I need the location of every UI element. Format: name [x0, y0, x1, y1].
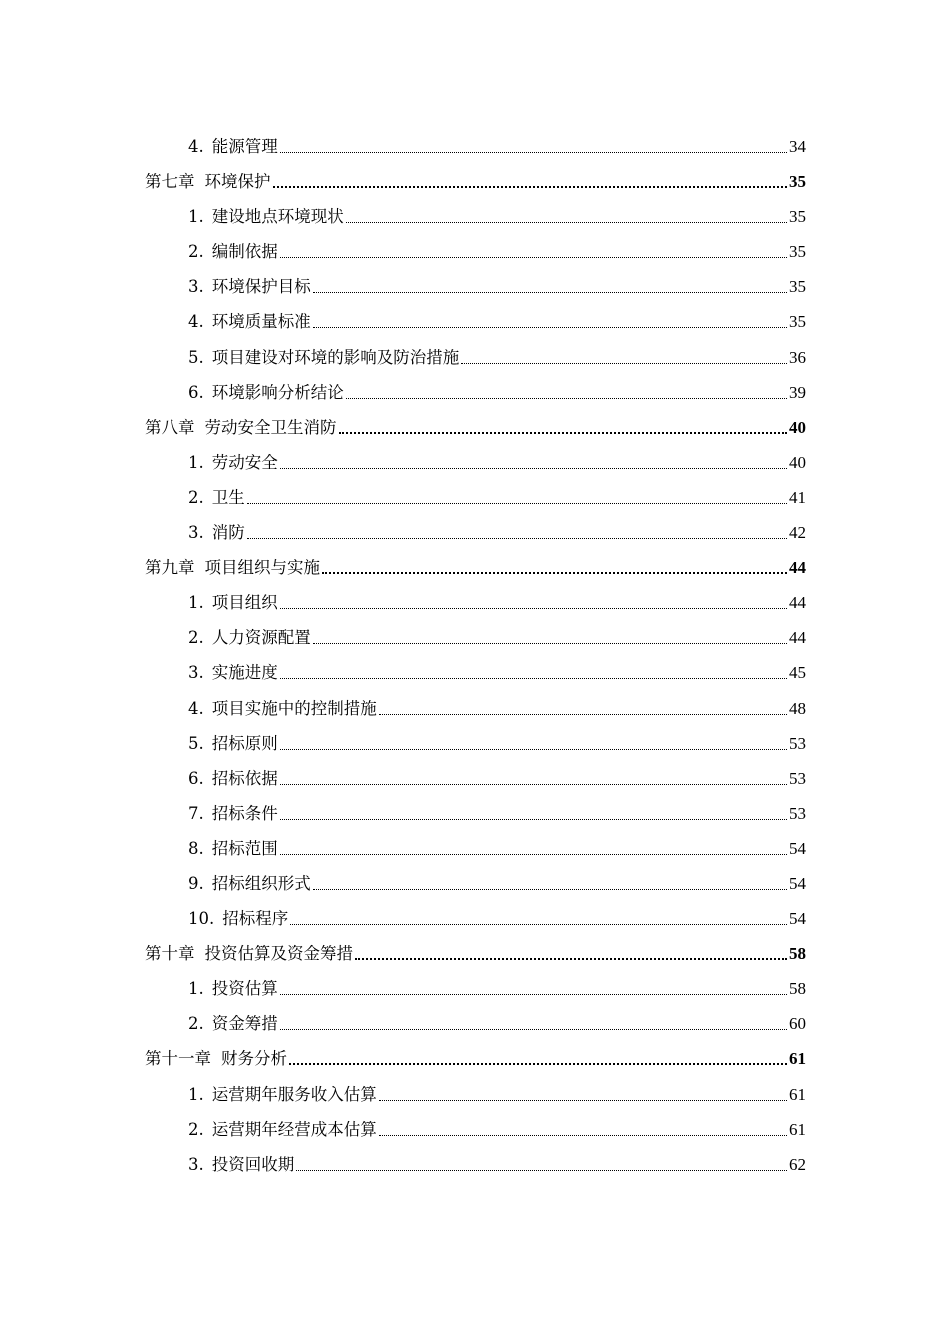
toc-page-number: 53 [789, 733, 806, 753]
toc-entry-number: 5. [188, 733, 204, 753]
toc-entry-line [188, 378, 806, 404]
toc-entry-title: 招标原则 [211, 733, 278, 753]
toc-section-entry[interactable] [0, 1146, 950, 1181]
toc-entry-number: 第十一章 [145, 1049, 211, 1069]
toc-page-number: 40 [789, 452, 806, 472]
toc-page-number: 36 [789, 347, 806, 367]
dot-leader [280, 257, 787, 258]
toc-entry-line [188, 272, 806, 298]
toc-entry-number: 1. [188, 452, 204, 472]
toc-section-entry[interactable] [0, 303, 950, 338]
toc-page-number: 53 [789, 803, 806, 823]
dot-leader [280, 854, 787, 855]
toc-entry-number: 1. [188, 593, 204, 613]
toc-entry-number: 第八章 [145, 417, 195, 437]
toc-page-number: 44 [789, 593, 806, 613]
toc-entry-title: 环境保护 [204, 172, 271, 192]
toc-section-entry[interactable] [0, 654, 950, 689]
dot-leader [313, 327, 787, 328]
toc-section-entry[interactable] [0, 619, 950, 654]
toc-section-entry[interactable] [0, 339, 950, 374]
toc-page-number: 48 [789, 698, 806, 718]
dot-leader [273, 186, 788, 188]
toc-entry-title: 劳动安全卫生消防 [204, 417, 337, 437]
toc-section-entry[interactable] [0, 690, 950, 725]
toc-entry-number: 9. [188, 873, 204, 893]
dot-leader [280, 608, 787, 609]
toc-section-entry[interactable] [0, 795, 950, 830]
toc-section-entry[interactable] [0, 1111, 950, 1146]
toc-entry-title: 项目实施中的控制措施 [211, 698, 377, 718]
toc-entry-title: 人力资源配置 [211, 628, 311, 648]
toc-entry-line [188, 834, 806, 860]
toc-entry-title: 资金筹措 [211, 1014, 278, 1034]
toc-page-number: 58 [789, 944, 806, 964]
toc-page-number: 54 [789, 873, 806, 893]
toc-page-number: 58 [789, 979, 806, 999]
dot-leader [280, 1029, 787, 1030]
toc-entry-title: 建设地点环境现状 [211, 207, 344, 227]
toc-page-number: 44 [789, 558, 806, 578]
toc-page-number: 35 [789, 172, 806, 192]
toc-entry-line [188, 483, 806, 509]
toc-entry-line [188, 904, 806, 930]
dot-leader [280, 468, 787, 469]
toc-entry-number: 3. [188, 523, 204, 543]
toc-page-number: 61 [789, 1049, 806, 1069]
toc-chapter-entry[interactable] [0, 549, 950, 584]
toc-entry-number: 10. [188, 909, 215, 929]
toc-entry-title: 招标组织形式 [211, 873, 311, 893]
toc-section-entry[interactable] [0, 479, 950, 514]
toc-page-number: 35 [789, 277, 806, 297]
toc-entry-title: 卫生 [211, 487, 245, 507]
toc-section-entry[interactable] [0, 584, 950, 619]
dot-leader [247, 538, 787, 539]
toc-entry-line [188, 202, 806, 228]
toc-entry-line [188, 518, 806, 544]
toc-entry-line [188, 764, 806, 790]
toc-entry-line [145, 553, 806, 579]
toc-entry-title: 项目组织与实施 [204, 558, 320, 578]
toc-section-entry[interactable] [0, 760, 950, 795]
dot-leader [355, 958, 787, 960]
toc-section-entry[interactable] [0, 444, 950, 479]
dot-leader [313, 643, 787, 644]
dot-leader [280, 749, 787, 750]
toc-entry-line [188, 588, 806, 614]
toc-entry-title: 编制依据 [211, 242, 278, 262]
toc-entry-line [145, 939, 806, 965]
toc-page-number: 54 [789, 838, 806, 858]
dot-leader [247, 503, 787, 504]
toc-section-entry[interactable] [0, 128, 950, 163]
toc-section-entry[interactable] [0, 198, 950, 233]
toc-entry-number: 2. [188, 487, 204, 507]
toc-entry-title: 环境影响分析结论 [211, 382, 344, 402]
toc-chapter-entry[interactable] [0, 1040, 950, 1075]
toc-page-number: 40 [789, 417, 806, 437]
toc-entry-number: 第九章 [145, 558, 195, 578]
toc-page-number: 53 [789, 768, 806, 788]
toc-section-entry[interactable] [0, 900, 950, 935]
toc-entry-number: 2. [188, 1014, 204, 1034]
toc-entry-title: 消防 [211, 523, 245, 543]
toc-entry-line [188, 799, 806, 825]
toc-entry-number: 3. [188, 1154, 204, 1174]
toc-entry-title: 运营期年经营成本估算 [211, 1119, 377, 1139]
toc-page-number: 60 [789, 1014, 806, 1034]
toc-section-entry[interactable] [0, 514, 950, 549]
dot-leader [280, 784, 787, 785]
toc-page-number: 39 [789, 382, 806, 402]
toc-entry-number: 2. [188, 628, 204, 648]
toc-page-number: 62 [789, 1154, 806, 1174]
dot-leader [339, 432, 788, 434]
toc-entry-line [188, 237, 806, 263]
toc-entry-title: 投资估算 [211, 979, 278, 999]
toc-section-entry[interactable] [0, 1076, 950, 1111]
toc-entry-line [188, 448, 806, 474]
toc-entry-number: 2. [188, 1119, 204, 1139]
dot-leader [379, 714, 787, 715]
dot-leader [379, 1135, 787, 1136]
toc-entry-number: 4. [188, 312, 204, 332]
toc-section-entry[interactable] [0, 865, 950, 900]
toc-page-number: 42 [789, 523, 806, 543]
toc-entry-title: 招标条件 [211, 803, 278, 823]
toc-section-entry[interactable] [0, 725, 950, 760]
toc-entry-line [145, 1044, 806, 1070]
toc-entry-number: 6. [188, 768, 204, 788]
toc-chapter-entry[interactable] [0, 935, 950, 970]
toc-page-number: 35 [789, 312, 806, 332]
toc-entry-line [145, 413, 806, 439]
toc-page-number: 45 [789, 663, 806, 683]
toc-entry-line [188, 1080, 806, 1106]
toc-entry-line [188, 343, 806, 369]
dot-leader [379, 1100, 787, 1101]
toc-section-entry[interactable] [0, 830, 950, 865]
toc-entry-line [188, 869, 806, 895]
toc-page-number: 34 [789, 137, 806, 156]
toc-entry-title: 环境质量标准 [211, 312, 311, 332]
toc-entry-number: 5. [188, 347, 204, 367]
toc-entry-title: 投资估算及资金筹措 [204, 944, 353, 964]
toc-entry-title: 投资回收期 [211, 1154, 295, 1174]
toc-section-entry[interactable] [0, 1005, 950, 1040]
toc-entry-number: 3. [188, 277, 204, 297]
toc-entry-number: 6. [188, 382, 204, 402]
toc-entry-number: 8. [188, 838, 204, 858]
dot-leader [461, 363, 787, 364]
toc-entry-number: 1. [188, 207, 204, 227]
toc-entry-line [188, 729, 806, 755]
dot-leader [346, 398, 787, 399]
dot-leader [313, 292, 787, 293]
toc-entry-line [188, 694, 806, 720]
toc-page-number: 35 [789, 242, 806, 262]
toc-entry-number: 2. [188, 242, 204, 262]
toc-page-number: 44 [789, 628, 806, 648]
toc-section-entry[interactable] [0, 970, 950, 1005]
toc-entry-number: 第十章 [145, 944, 195, 964]
toc-entry-title: 招标范围 [211, 838, 278, 858]
toc-entry-number: 4. [188, 698, 204, 718]
toc-entry-title: 项目建设对环境的影响及防治措施 [211, 347, 460, 367]
toc-page-number: 61 [789, 1084, 806, 1104]
table-of-contents [0, 128, 950, 1181]
toc-entry-title: 能源管理 [211, 137, 278, 156]
toc-section-entry[interactable] [0, 268, 950, 303]
toc-entry-line [188, 1009, 806, 1035]
dot-leader [280, 152, 787, 153]
toc-entry-title: 运营期年服务收入估算 [211, 1084, 377, 1104]
toc-entry-line [188, 658, 806, 684]
toc-entry-title: 项目组织 [211, 593, 278, 613]
toc-page-number: 61 [789, 1119, 806, 1139]
dot-leader [296, 1170, 787, 1171]
dot-leader [280, 678, 787, 679]
toc-page-number: 35 [789, 207, 806, 227]
dot-leader [289, 1063, 787, 1065]
toc-entry-title: 财务分析 [221, 1049, 287, 1069]
toc-entry-line [188, 1115, 806, 1141]
toc-chapter-entry[interactable] [0, 409, 950, 444]
toc-entry-number: 1. [188, 1084, 204, 1104]
dot-leader [280, 994, 787, 995]
toc-chapter-entry[interactable] [0, 163, 950, 198]
toc-entry-title: 环境保护目标 [211, 277, 311, 297]
toc-section-entry[interactable] [0, 233, 950, 268]
toc-entry-line [188, 974, 806, 1000]
toc-entry-line [188, 132, 806, 158]
toc-entry-title: 劳动安全 [211, 452, 278, 472]
dot-leader [290, 924, 787, 925]
toc-entry-line [188, 307, 806, 333]
dot-leader [280, 819, 787, 820]
dot-leader [346, 222, 787, 223]
dot-leader [322, 572, 787, 574]
toc-entry-title: 实施进度 [211, 663, 278, 683]
toc-page-number: 54 [789, 909, 806, 929]
toc-page-number: 41 [789, 487, 806, 507]
toc-entry-number: 7. [188, 803, 204, 823]
toc-entry-line [188, 623, 806, 649]
toc-entry-title: 招标依据 [211, 768, 278, 788]
toc-entry-number: 4. [188, 137, 204, 156]
toc-entry-line [188, 1150, 806, 1176]
toc-entry-number: 第七章 [145, 172, 195, 192]
dot-leader [313, 889, 787, 890]
toc-entry-title: 招标程序 [222, 909, 289, 929]
toc-section-entry[interactable] [0, 374, 950, 409]
toc-entry-line [145, 167, 806, 193]
toc-entry-number: 1. [188, 979, 204, 999]
toc-entry-number: 3. [188, 663, 204, 683]
